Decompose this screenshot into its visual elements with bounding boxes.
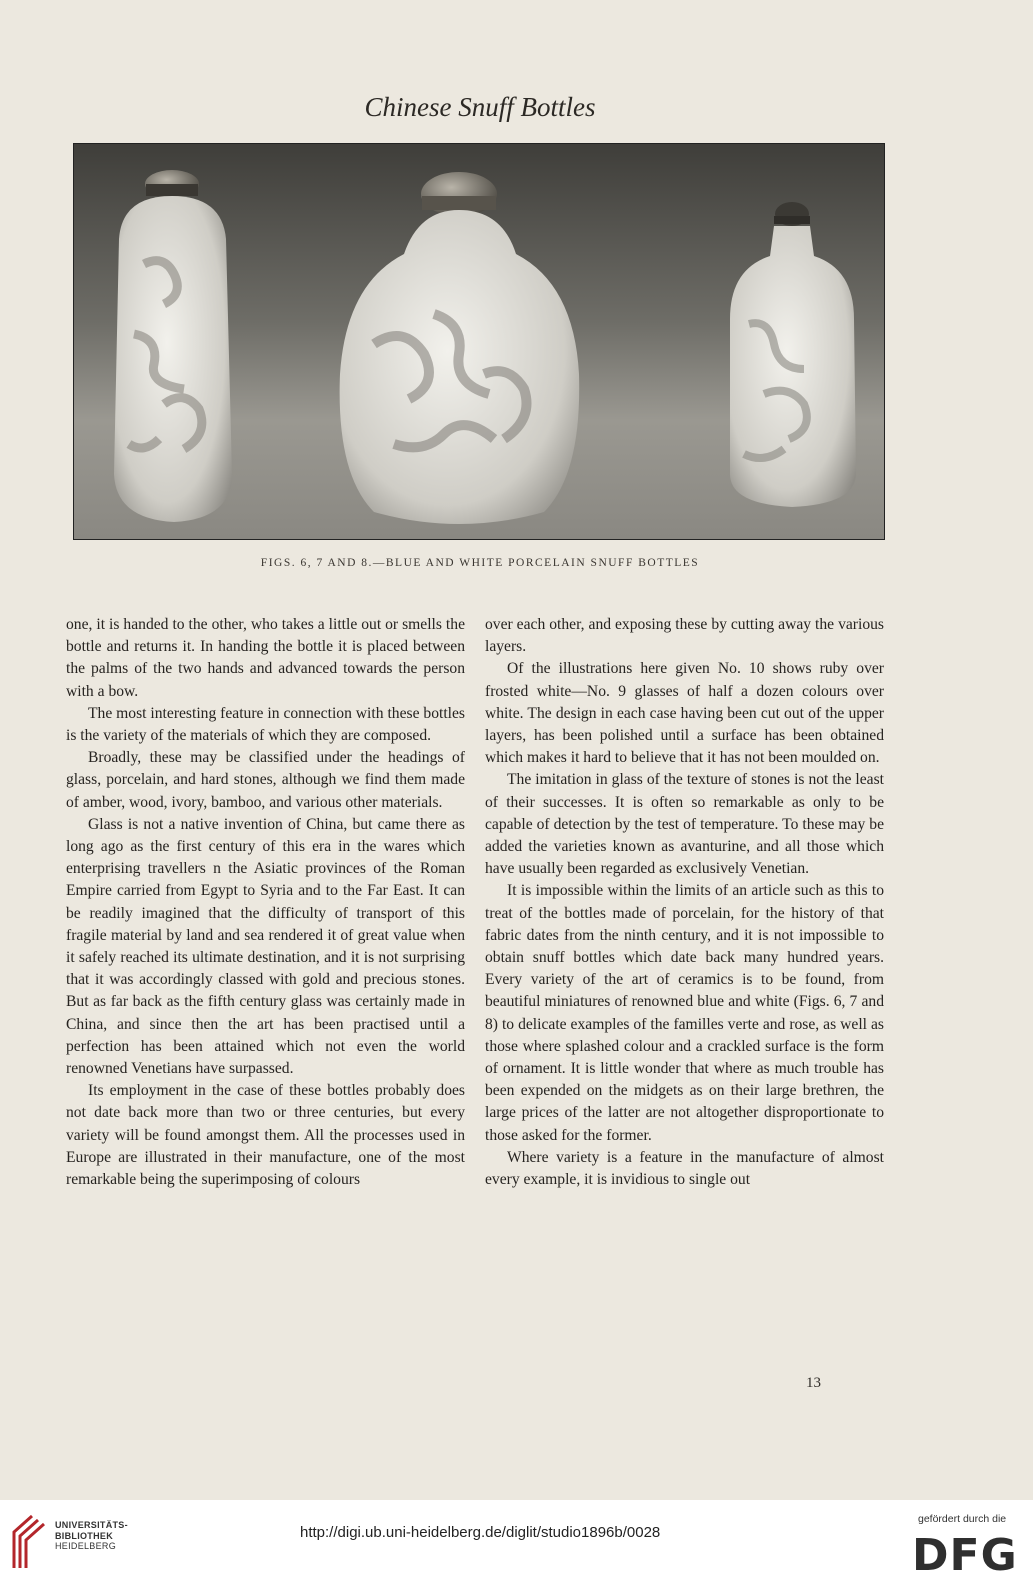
dfg-logo: DFG [912, 1530, 1018, 1581]
figure-caption: FIGS. 6, 7 AND 8.—BLUE AND WHITE PORCELAIN SNUFF BOTTLES [260, 557, 700, 569]
university-library-logo-icon [10, 1512, 50, 1572]
paragraph: The most interesting feature in connection with these bottles is the variety of the materials of which they are composed. [66, 704, 465, 745]
paragraph: Where variety is a feature in the manufacture of almost every example, it is invidious to single out [485, 1148, 884, 1189]
footer-bar [0, 1500, 1033, 1587]
paragraph: over each other, and exposing these by cutting away the various layers. [485, 616, 884, 656]
text-column-right [485, 614, 884, 1191]
paragraph: Glass is not a native invention of China, but came there as long ago as the first century of this era in the wares which enterprising travellers n the Asiatic provinces of the Roman Empire carried from Egypt to Syria and to the Far East. It can be readily imagined that the difficulty of transport of this fragile material by land and sea rendered it of great value when it safely reached its ultimate destination, and it is not surprising that it was accordingly classed with gold and precious stones. But as far back as the fifth century glass was certainly made in China, and since then the art has been practised until a perfection has been attained which not even the world renowned Venetians have surpassed. [66, 815, 465, 1078]
paragraph: one, it is handed to the other, who takes a little out or smells the bottle and returns it. In handing the bottle it is placed between the palms of the two hands and advanced towards the person with a bow. [66, 616, 465, 700]
sponsor-note: gefördert durch die [918, 1513, 1007, 1525]
library-name [55, 1520, 128, 1552]
paragraph: It is impossible within the limits of an article such as this to treat of the bottles made of porcelain, for the history of that fabric dates from the ninth century, and it is not impossible to obtain snuff bottles which date back many hundred years. Every variety of the art of ceramics is to be found, from beautiful miniatures of renowned blue and white (Figs. 6, 7 and 8) to delicate examples of the familles verte and rose, as well as those where splashed colour and a crackled surface is the form of ornament. It is little wonder that where as much trouble has been expended on the midgets as on their large brethren, the large prices of the latter are not altogether disproportionate to those asked for the former. [485, 882, 884, 1144]
running-head: Chinese Snuff Bottles [364, 92, 596, 122]
library-name-line: BIBLIOTHEK [55, 1530, 113, 1541]
paragraph: The imitation in glass of the texture of stones is not the least of their successes. It is often so remarkable as only to be capable of detection by the test of temperature. To these may be added the varieties known as avanturine, and all those which have usually been regarded as exclusively Venetian. [485, 771, 884, 878]
permalink-url[interactable]: http://digi.ub.uni-heidelberg.de/diglit/studio1896b/0028 [300, 1524, 661, 1541]
paragraph: Of the illustrations here given No. 10 shows ruby over frosted white—No. 9 glasses of half a dozen colours over white. The design in each case having been cut out of the upper layers, has been polished until a surface has been obtained which makes it hard to believe that it has not been moulded on. [485, 660, 884, 767]
bottle-left [114, 170, 232, 522]
snuff-bottles-photo [74, 144, 884, 539]
figure-photo [73, 143, 885, 540]
paragraph: Broadly, these may be classified under the headings of glass, porcelain, and hard stones, although we find them made of amber, wood, ivory, bamboo, and various other materials. [66, 749, 465, 811]
library-name-line: UNIVERSITÄTS- [55, 1520, 128, 1530]
library-name-line: HEIDELBERG [55, 1541, 117, 1551]
page-number: 13 [806, 1375, 821, 1391]
text-column-left [66, 614, 465, 1191]
paragraph: Its employment in the case of these bottles probably does not date back more than two or three centuries, but every variety will be found amongst them. All the processes used in Europe are illustrated in their manufacture, one of the most remarkable being the superimposing of colours [66, 1082, 465, 1189]
